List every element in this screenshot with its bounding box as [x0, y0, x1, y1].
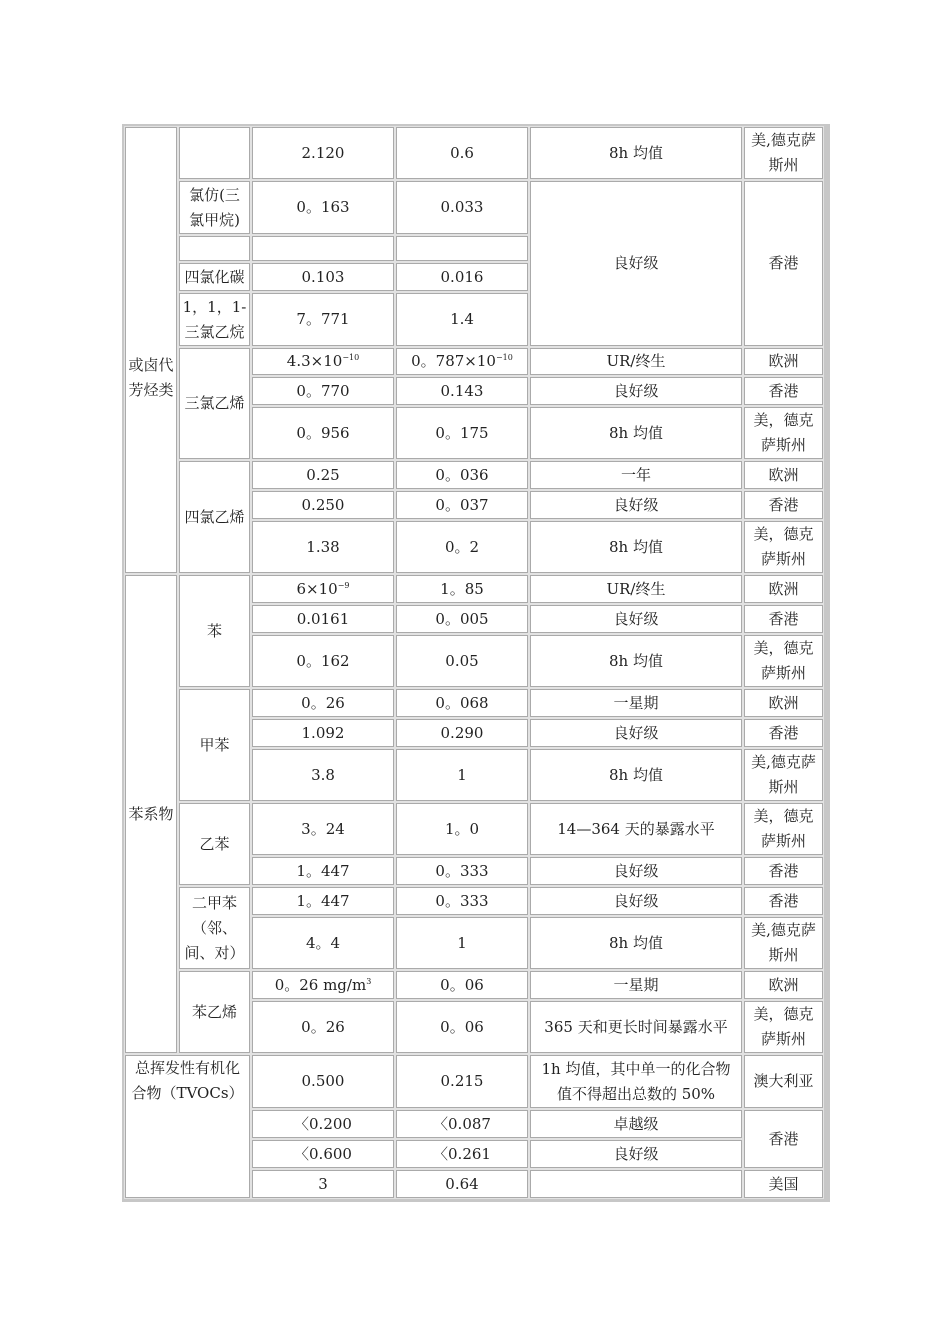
- group-tvoc-text: 总挥发性有机化 合物（TVOCs）: [131, 1059, 244, 1102]
- region-cell-text: 欧洲: [768, 465, 799, 484]
- value-ppm-cell: [396, 887, 528, 915]
- value-mg-cell: [252, 857, 394, 885]
- region-cell-text: 欧洲: [768, 975, 799, 994]
- value-mg-cell-base: 4.3×10: [286, 352, 343, 370]
- value-ppm-cell: [396, 263, 528, 291]
- value-mg-cell: [252, 971, 394, 999]
- value-ppm-cell-text: 0。333: [435, 861, 489, 880]
- value-mg-cell: [252, 605, 394, 633]
- region-cell: [744, 1110, 823, 1168]
- value-mg-cell: [252, 293, 394, 346]
- region-cell: [744, 605, 823, 633]
- value-ppm-cell-text: 0.64: [445, 1174, 479, 1193]
- level-cell: [530, 575, 742, 603]
- substance-benzene: [179, 575, 250, 687]
- level-cell-text: 8h 均值: [609, 933, 663, 952]
- level-cell: [530, 971, 742, 999]
- value-ppm-cell: [396, 181, 528, 234]
- value-mg-cell-text: 0。163: [296, 198, 350, 216]
- region-cell: [744, 917, 823, 969]
- value-ppm-cell-base: 0。787×10: [411, 352, 496, 370]
- value-ppm-cell: [396, 521, 528, 573]
- region-cell-text: 美，德克 萨斯州: [753, 525, 814, 568]
- substance-cell-empty: [179, 236, 250, 261]
- value-ppm-cell-text: 0.290: [440, 723, 484, 742]
- value-mg-cell: [252, 377, 394, 405]
- value-ppm-cell: [396, 293, 528, 346]
- value-mg-cell: [252, 407, 394, 459]
- value-mg-cell-text: 0.250: [301, 495, 345, 514]
- level-cell-text: 良好级: [613, 1144, 659, 1163]
- value-mg-cell-exponent: −9: [337, 580, 350, 590]
- substance-tce: [179, 348, 250, 459]
- region-cell: [744, 127, 823, 179]
- region-cell-text: 美,德克萨 斯州: [751, 921, 816, 964]
- region-cell-text: 美国: [768, 1174, 799, 1193]
- value-mg-cell-text: 1。447: [296, 891, 350, 910]
- value-mg-cell: [252, 575, 394, 603]
- value-mg-cell-text: 7。771: [296, 310, 350, 328]
- region-cell-text: 香港: [768, 723, 799, 742]
- region-cell: [744, 1055, 823, 1108]
- value-mg-cell: [252, 689, 394, 717]
- region-cell: [744, 461, 823, 489]
- region-cell-text: 美,德克萨 斯州: [751, 131, 816, 174]
- value-ppm-cell: [396, 689, 528, 717]
- group-tvoc: [125, 1055, 250, 1198]
- value-mg-cell-text: 1.092: [301, 723, 345, 742]
- substance-toluene-text: 甲苯: [199, 735, 230, 754]
- value-mg-cell-text: 0.500: [301, 1072, 345, 1090]
- value-mg-cell: [252, 236, 394, 261]
- group-halogenated-text: 或卤代 芳烃类: [128, 355, 174, 399]
- region-cell: [744, 1170, 823, 1198]
- level-cell: [530, 917, 742, 969]
- value-ppm-cell-text: 1: [457, 933, 467, 952]
- level-cell: [530, 1001, 742, 1053]
- region-cell: [744, 407, 823, 459]
- level-cell: [530, 719, 742, 747]
- level-cell-text: 8h 均值: [609, 423, 663, 442]
- level-cell: [530, 887, 742, 915]
- substance-styrene: [179, 971, 250, 1053]
- level-cell-text: 良好级: [613, 891, 659, 910]
- value-ppm-cell-text: 0。175: [435, 423, 489, 442]
- level-cell: [530, 689, 742, 717]
- value-mg-cell-text: 2.120: [301, 143, 345, 162]
- level-cell: [530, 521, 742, 573]
- value-mg-cell: [252, 1170, 394, 1198]
- value-ppm-cell: [396, 461, 528, 489]
- value-mg-cell: [252, 635, 394, 687]
- value-mg-cell: [252, 181, 394, 234]
- value-mg-cell-text: 1.38: [306, 537, 340, 556]
- value-mg-cell-text: 〈0.600: [294, 1144, 352, 1163]
- substance-chloroform: [179, 181, 250, 234]
- level-cell-text: 14—364 天的暴露水平: [557, 819, 715, 838]
- region-cell: [744, 491, 823, 519]
- value-mg-cell-text: 0.25: [306, 465, 340, 484]
- value-mg-cell-text: 4。4: [305, 933, 341, 952]
- value-mg-cell: [252, 521, 394, 573]
- value-ppm-cell-text: 0。333: [435, 891, 489, 910]
- level-cell: [530, 1110, 742, 1138]
- value-ppm-cell: [396, 1140, 528, 1168]
- level-cell: [530, 377, 742, 405]
- value-ppm-cell-text: 0.143: [440, 381, 484, 400]
- level-cell: [530, 749, 742, 801]
- value-mg-cell: [252, 127, 394, 179]
- value-ppm-cell: [396, 1110, 528, 1138]
- value-mg-cell-text: 0。26: [301, 693, 345, 712]
- level-cell-text: 良好级: [613, 723, 659, 742]
- region-cell: [744, 377, 823, 405]
- value-ppm-cell: [396, 236, 528, 261]
- level-cell-text: 8h 均值: [609, 537, 663, 556]
- value-mg-cell: [252, 1110, 394, 1138]
- value-ppm-cell: [396, 407, 528, 459]
- value-ppm-cell: [396, 857, 528, 885]
- region-cell: [744, 689, 823, 717]
- substance-tca-text: 1，1，1- 三氯乙烷: [182, 297, 247, 341]
- region-cell-text: 欧洲: [768, 579, 799, 598]
- level-cell-text: 良好级: [613, 495, 659, 514]
- level-cell: [530, 348, 742, 375]
- substance-chloroform-text: 氯仿(三 氯甲烷): [189, 185, 240, 229]
- value-mg-cell-exponent: 3: [366, 976, 372, 986]
- group-benzene-series: [125, 575, 177, 1053]
- value-ppm-cell-text: 0.6: [450, 143, 474, 162]
- level-cell-text: 良好级: [613, 861, 659, 880]
- value-mg-cell: [252, 1140, 394, 1168]
- value-ppm-cell-text: 1: [457, 765, 467, 784]
- level-cell-text: 良好级: [613, 609, 659, 628]
- value-ppm-cell: [396, 749, 528, 801]
- level-cell-text: 8h 均值: [609, 143, 663, 162]
- value-mg-cell-text: 0.0161: [296, 609, 350, 628]
- region-cell-text: 香港: [768, 254, 799, 272]
- substance-benzene-text: 苯: [206, 621, 222, 640]
- value-ppm-cell: [396, 803, 528, 855]
- region-cell: [744, 803, 823, 855]
- substance-xylene-text: 二甲苯 （邻、 间、对）: [184, 893, 245, 962]
- region-cell: [744, 857, 823, 885]
- value-mg-cell: [252, 461, 394, 489]
- level-cell-text: 一星期: [613, 975, 659, 994]
- value-ppm-cell: [396, 1055, 528, 1108]
- value-ppm-cell-text: 1。0: [444, 819, 480, 838]
- level-cell-text: 良好级: [613, 254, 659, 272]
- level-cell: [530, 127, 742, 179]
- level-cell: [530, 857, 742, 885]
- substance-styrene-text: 苯乙烯: [191, 1002, 237, 1021]
- value-mg-cell: [252, 719, 394, 747]
- value-ppm-cell-text: 〈0.261: [433, 1144, 491, 1163]
- region-cell: [744, 749, 823, 801]
- region-cell-text: 香港: [768, 1129, 799, 1148]
- value-mg-cell-text: 3.8: [311, 765, 335, 784]
- value-ppm-cell-text: 0.215: [440, 1072, 484, 1090]
- region-cell: [744, 521, 823, 573]
- substance-ethylbenzene: [179, 803, 250, 885]
- value-mg-cell-text: 0。26: [301, 1017, 345, 1036]
- level-cell-text: 良好级: [613, 381, 659, 400]
- value-ppm-cell-text: 0.033: [440, 198, 484, 216]
- value-ppm-cell-text: 0.05: [445, 651, 479, 670]
- region-cell-text: 美，德克 萨斯州: [753, 411, 814, 454]
- value-mg-cell-text: 1。447: [296, 861, 350, 880]
- substance-pce: [179, 461, 250, 573]
- value-ppm-cell: [396, 635, 528, 687]
- level-cell-text: UR/终生: [606, 579, 666, 598]
- region-cell-text: 香港: [768, 861, 799, 880]
- value-mg-cell: [252, 803, 394, 855]
- level-cell-text: UR/终生: [606, 352, 666, 370]
- value-mg-cell: [252, 1055, 394, 1108]
- region-cell-text: 香港: [768, 381, 799, 400]
- level-cell: [530, 1055, 742, 1108]
- value-mg-cell: [252, 348, 394, 375]
- value-mg-cell-text: 0。770: [296, 381, 350, 400]
- region-cell: [744, 1001, 823, 1053]
- standards-table: [122, 124, 830, 1202]
- region-cell-text: 美，德克 萨斯州: [753, 639, 814, 682]
- value-mg-cell: [252, 917, 394, 969]
- value-mg-cell: [252, 1001, 394, 1053]
- level-cell-text: 8h 均值: [609, 765, 663, 784]
- substance-ccl4: [179, 263, 250, 291]
- value-ppm-cell: [396, 1170, 528, 1198]
- level-cell: [530, 407, 742, 459]
- value-mg-cell-text: 3: [318, 1174, 328, 1193]
- region-cell: [744, 635, 823, 687]
- value-ppm-cell-text: 〈0.087: [433, 1114, 491, 1133]
- value-ppm-cell: [396, 491, 528, 519]
- region-cell: [744, 887, 823, 915]
- substance-tce-text: 三氯乙烯: [184, 394, 245, 412]
- value-ppm-cell: [396, 1001, 528, 1053]
- value-ppm-cell-text: 0。005: [435, 609, 489, 628]
- value-ppm-cell-text: 0。068: [435, 693, 489, 712]
- level-cell-text: 卓越级: [613, 1114, 659, 1133]
- region-cell: [744, 181, 823, 346]
- value-mg-cell-text: 0。162: [296, 651, 350, 670]
- level-cell: [530, 635, 742, 687]
- level-cell: [530, 1170, 742, 1198]
- substance-pce-text: 四氯乙烯: [184, 507, 245, 526]
- value-mg-cell-exponent: −10: [342, 353, 360, 362]
- value-mg-cell-base: 6×10: [296, 579, 338, 598]
- value-ppm-cell: [396, 971, 528, 999]
- value-ppm-cell-text: 1.4: [450, 310, 474, 328]
- region-cell: [744, 719, 823, 747]
- value-mg-cell: [252, 263, 394, 291]
- region-cell: [744, 575, 823, 603]
- level-cell: [530, 605, 742, 633]
- value-ppm-cell-text: 0。036: [435, 465, 489, 484]
- level-cell: [530, 461, 742, 489]
- level-cell-text: 8h 均值: [609, 651, 663, 670]
- group-benzene-series-text: 苯系物: [128, 804, 174, 823]
- value-ppm-cell: [396, 348, 528, 375]
- value-ppm-cell: [396, 377, 528, 405]
- level-cell-text: 一年: [620, 465, 651, 484]
- level-cell-text: 一星期: [613, 693, 659, 712]
- value-mg-cell-text: 0。956: [296, 423, 350, 442]
- region-cell-text: 欧洲: [768, 693, 799, 712]
- value-mg-cell-base: 0。26 mg/m: [274, 975, 367, 994]
- substance-tca: [179, 293, 250, 346]
- region-cell-text: 香港: [768, 891, 799, 910]
- region-cell-text: 香港: [768, 609, 799, 628]
- level-cell-text: 1h 均值，其中单一的化合物 值不得超出总数的 50%: [541, 1059, 731, 1103]
- value-mg-cell: [252, 749, 394, 801]
- region-cell: [744, 971, 823, 999]
- region-cell-text: 香港: [768, 495, 799, 514]
- value-ppm-cell: [396, 605, 528, 633]
- value-ppm-cell-text: 1。85: [440, 579, 484, 598]
- value-ppm-cell-exponent: −10: [495, 353, 513, 362]
- value-mg-cell: [252, 491, 394, 519]
- substance-ethylbenzene-text: 乙苯: [199, 834, 230, 853]
- group-halogenated: [125, 127, 177, 573]
- value-ppm-cell-text: 0。2: [444, 537, 480, 556]
- level-cell: [530, 491, 742, 519]
- region-cell-text: 欧洲: [768, 352, 799, 370]
- level-cell-text: 365 天和更长时间暴露水平: [544, 1017, 728, 1036]
- substance-ccl4-text: 四氯化碳: [184, 267, 245, 286]
- region-cell: [744, 348, 823, 375]
- value-mg-cell-text: 3。24: [301, 819, 345, 838]
- value-ppm-cell: [396, 917, 528, 969]
- value-ppm-cell: [396, 575, 528, 603]
- value-ppm-cell: [396, 719, 528, 747]
- value-ppm-cell-text: 0.016: [440, 267, 484, 286]
- level-cell: [530, 803, 742, 855]
- level-cell: [530, 181, 742, 346]
- value-ppm-cell: [396, 127, 528, 179]
- region-cell-text: 澳大利亚: [753, 1072, 814, 1090]
- region-cell-text: 美，德克 萨斯州: [753, 807, 814, 850]
- value-mg-cell-text: 〈0.200: [294, 1114, 352, 1133]
- level-cell: [530, 1140, 742, 1168]
- value-mg-cell-text: 0.103: [301, 267, 345, 286]
- value-ppm-cell-text: 0。06: [440, 1017, 484, 1036]
- region-cell-text: 美,德克萨 斯州: [751, 753, 816, 796]
- substance-cell-empty: [179, 127, 250, 179]
- value-mg-cell: [252, 887, 394, 915]
- value-ppm-cell-text: 0。037: [435, 495, 489, 514]
- value-ppm-cell-text: 0。06: [440, 975, 484, 994]
- region-cell-text: 美，德克 萨斯州: [753, 1005, 814, 1048]
- substance-xylene: [179, 887, 250, 969]
- substance-toluene: [179, 689, 250, 801]
